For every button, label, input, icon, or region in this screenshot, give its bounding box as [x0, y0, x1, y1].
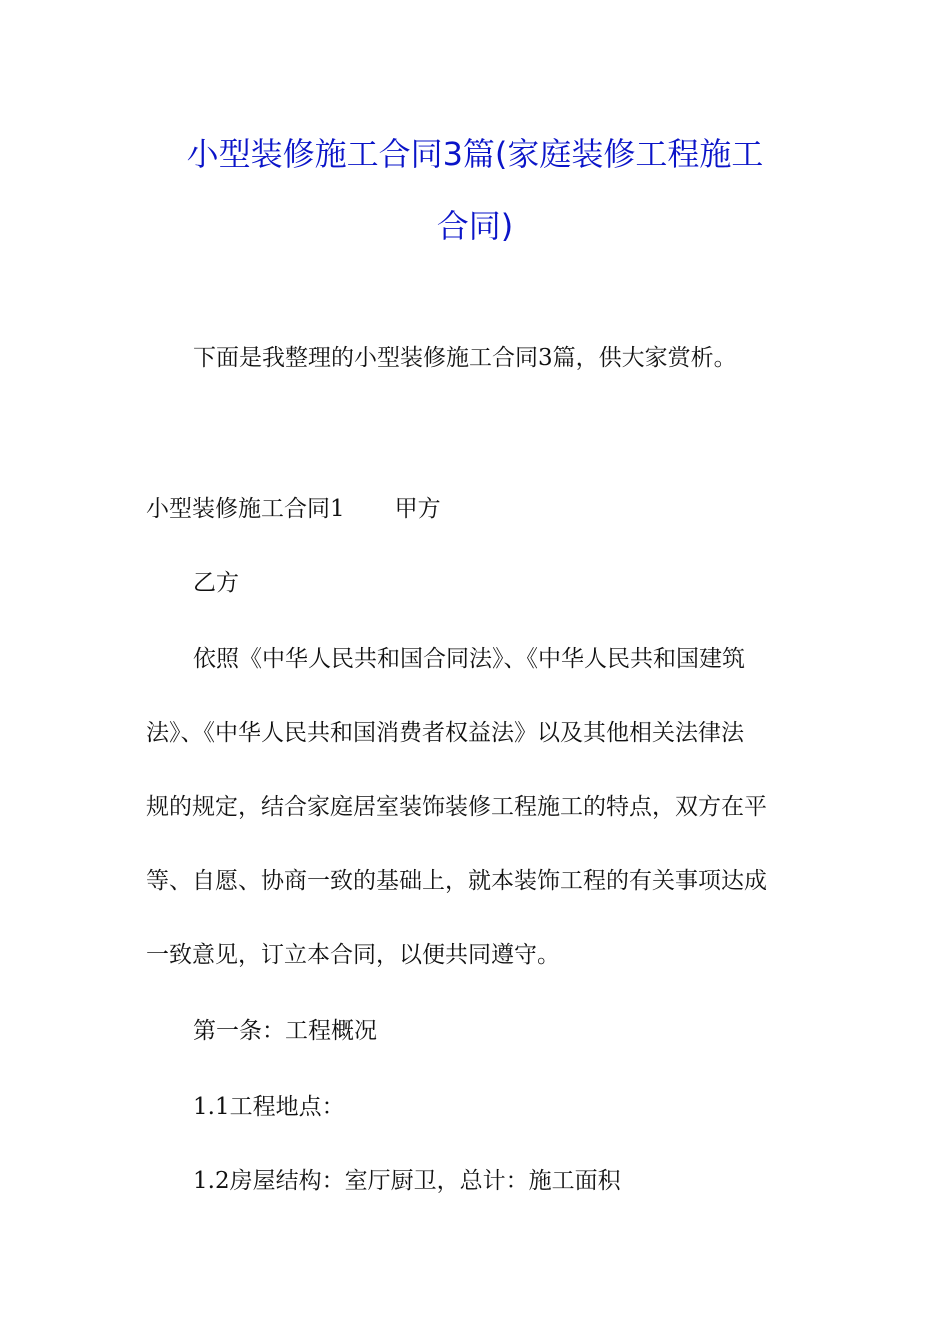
clause-1-1: 1.1工程地点：	[193, 1094, 345, 1120]
clause-1-2: 1.2房屋结构：室厅厨卫，总计：施工面积	[193, 1168, 621, 1194]
paragraph-line: 规的规定，结合家庭居室装饰装修工程施工的特点，双方在平	[146, 794, 767, 820]
paragraph-line: 等、自愿、协商一致的基础上，就本装饰工程的有关事项达成	[146, 868, 767, 894]
article-heading: 第一条：工程概况	[193, 1018, 377, 1044]
paragraph-line: 依照《中华人民共和国合同法》、《中华人民共和国建筑	[193, 646, 745, 672]
paragraph-line: 一致意见，订立本合同，以便共同遵守。	[146, 942, 560, 968]
document-title-line-1: 小型装修施工合同3篇(家庭装修工程施工	[186, 135, 764, 173]
party-a-label: 甲方	[394, 496, 441, 522]
intro-paragraph: 下面是我整理的小型装修施工合同3篇，供大家赏析。	[193, 345, 737, 371]
party-b-label: 乙方	[193, 570, 239, 596]
section-heading-row	[146, 494, 441, 524]
document-title-line-2: 合同)	[436, 207, 514, 245]
paragraph-line: 法》、《中华人民共和国消费者权益法》以及其他相关法律法	[146, 720, 744, 746]
section-heading: 小型装修施工合同1	[146, 496, 345, 522]
